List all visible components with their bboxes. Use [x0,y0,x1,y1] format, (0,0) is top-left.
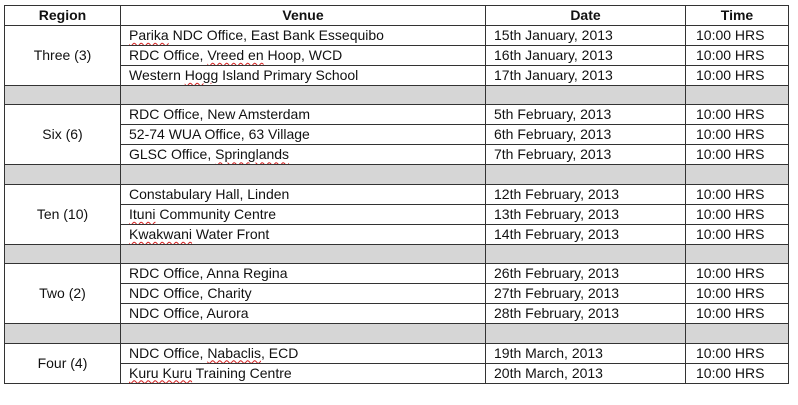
venue-spellcheck-text: Nabaclis [207,344,262,361]
venue-text-end: Island Primary School [218,67,359,83]
venue-cell [121,363,486,383]
venue-cell [121,66,486,86]
table-row [5,184,789,204]
spacer-cell [5,324,121,343]
time-cell: 10:00 HRS [686,46,789,66]
date-cell: 5th February, 2013 [486,105,686,125]
date-cell: 17th January, 2013 [486,66,686,86]
venue-text-end: NDC Office, East Bank Essequibo [168,27,384,43]
spacer-row [5,324,789,343]
date-cell: 16th January, 2013 [486,46,686,66]
region-cell: Four (4) [5,343,121,383]
venue-text-end: Water Front [192,225,270,242]
venue-cell [121,264,486,284]
table-row [5,105,789,125]
date-cell: 6th February, 2013 [486,125,686,145]
date-cell: 12th February, 2013 [486,184,686,204]
time-cell: 10:00 HRS [686,125,789,145]
date-cell: 19th March, 2013 [486,343,686,363]
venue-cell [121,284,486,304]
date-cell: 27th February, 2013 [486,284,686,304]
time-cell: 10:00 HRS [686,184,789,204]
header-row [5,6,789,26]
venue-text: NDC Office, Aurora [129,305,249,322]
spacer-cell [5,244,121,263]
spacer-cell [121,86,486,105]
spacer-cell [121,244,486,263]
venue-text-end: Training Centre [192,364,292,381]
venue-text-end: Community Centre [155,205,277,222]
header-time: Time [686,6,789,26]
header-venue: Venue [121,6,486,26]
venue-spellcheck-text: Ituni [129,205,156,222]
date-cell: 14th February, 2013 [486,224,686,244]
table-row [5,304,789,324]
table-row [5,363,789,383]
table-row [5,204,789,224]
time-cell: 10:00 HRS [686,26,789,46]
spacer-cell [686,244,789,263]
venue-text: NDC Office, [129,344,208,361]
venue-cell [121,304,486,324]
date-cell: 15th January, 2013 [486,26,686,46]
venue-spellcheck-text: Kuru Kuru [129,364,193,381]
venue-cell [121,224,486,244]
time-cell: 10:00 HRS [686,304,789,324]
time-cell: 10:00 HRS [686,204,789,224]
spacer-row [5,86,789,105]
venue-text: Western [129,67,185,83]
table-row [5,264,789,284]
venue-text: RDC Office, New Amsterdam [129,106,311,123]
time-cell: 10:00 HRS [686,224,789,244]
time-cell: 10:00 HRS [686,343,789,363]
venue-cell [121,145,486,165]
venue-text: GLSC Office, [129,146,216,163]
schedule-body [5,26,789,384]
venue-cell [121,184,486,204]
spacer-cell [486,86,686,105]
venue-spellcheck-text: Parika [129,27,169,43]
spacer-cell [486,324,686,343]
venue-text: 52-74 WUA Office, 63 Village [129,126,310,143]
venue-text: RDC Office, [129,47,208,63]
spacer-cell [121,324,486,343]
table-row [5,224,789,244]
venue-cell [121,343,486,363]
time-cell: 10:00 HRS [686,264,789,284]
header-region: Region [5,6,121,26]
venue-text-end: Hoop, WCD [263,47,343,63]
spacer-cell [486,165,686,184]
date-cell: 28th February, 2013 [486,304,686,324]
table-row [5,66,789,86]
region-cell: Six (6) [5,105,121,165]
date-cell: 26th February, 2013 [486,264,686,284]
venue-cell [121,204,486,224]
venue-text: Constabulary Hall, Linden [129,185,290,202]
table-row [5,26,789,46]
spacer-cell [686,165,789,184]
region-cell: Ten (10) [5,184,121,244]
spacer-row [5,165,789,184]
table-row [5,46,789,66]
spacer-cell [5,165,121,184]
spacer-cell [5,86,121,105]
region-cell: Two (2) [5,264,121,324]
venue-spellcheck-text: Springlands [215,146,290,163]
time-cell: 10:00 HRS [686,284,789,304]
date-cell: 20th March, 2013 [486,363,686,383]
venue-cell [121,125,486,145]
time-cell: 10:00 HRS [686,145,789,165]
time-cell: 10:00 HRS [686,363,789,383]
venue-spellcheck-text: Kwakwani [129,225,193,242]
spacer-cell [486,244,686,263]
spacer-cell [121,165,486,184]
venue-text: NDC Office, Charity [129,285,252,302]
region-cell: Three (3) [5,26,121,86]
venue-text-end: , ECD [261,344,299,361]
venue-cell [121,105,486,125]
table-row [5,145,789,165]
venue-cell [121,46,486,66]
time-cell: 10:00 HRS [686,66,789,86]
table-row [5,125,789,145]
venue-text: RDC Office, Anna Regina [129,265,288,282]
date-cell: 7th February, 2013 [486,145,686,165]
table-row [5,343,789,363]
venue-spellcheck-text: Hogg [184,67,219,83]
spacer-cell [686,324,789,343]
meeting-schedule-table [4,5,789,384]
venue-spellcheck-text: Vreed en [207,47,264,63]
table-row [5,284,789,304]
header-date: Date [486,6,686,26]
spacer-cell [686,86,789,105]
time-cell: 10:00 HRS [686,105,789,125]
date-cell: 13th February, 2013 [486,204,686,224]
venue-cell [121,26,486,46]
spacer-row [5,244,789,263]
